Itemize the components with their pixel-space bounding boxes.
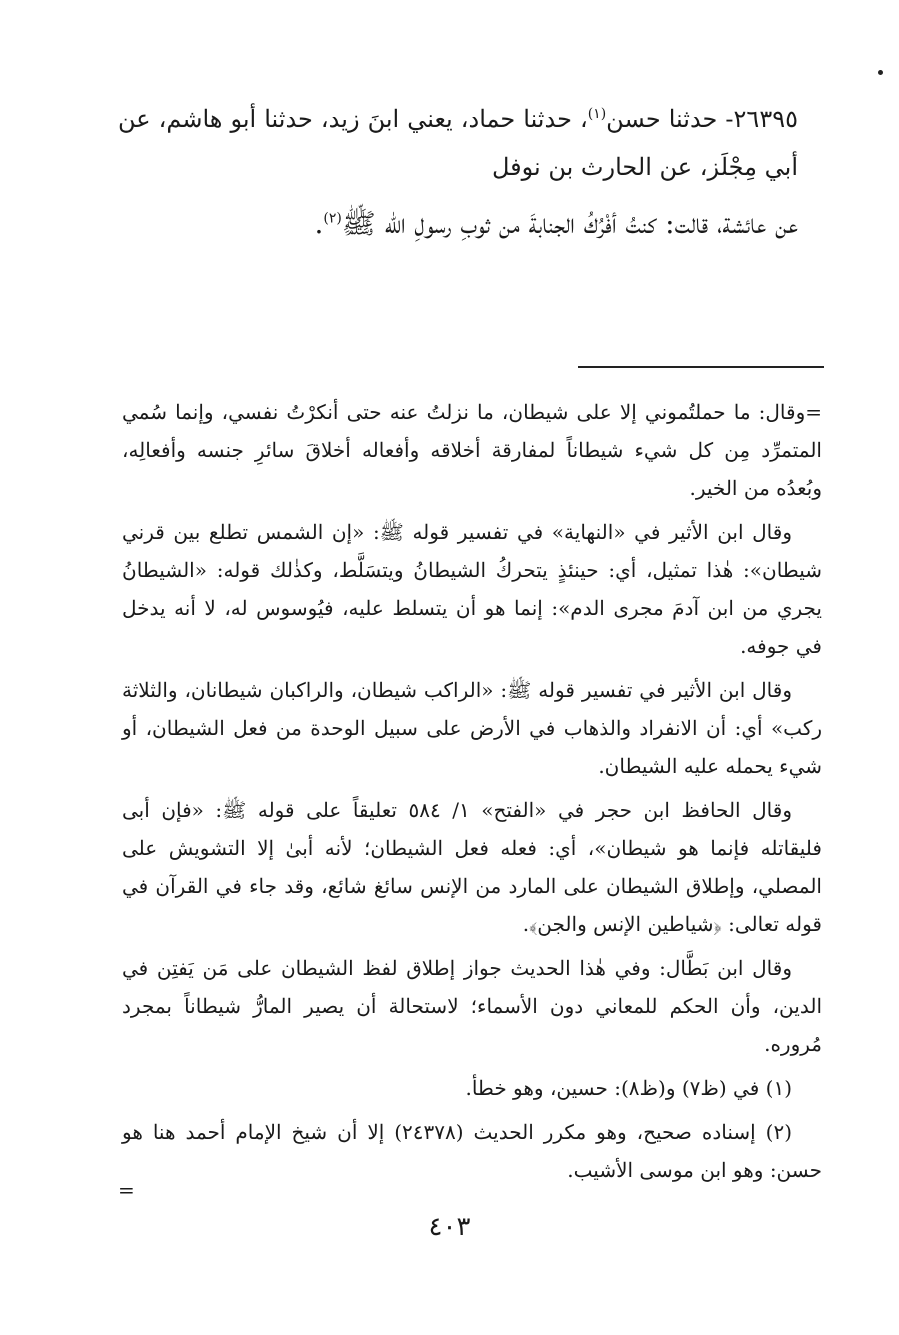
margin-dot xyxy=(878,70,883,75)
footnote-continuation-1: =وقال: ما حملتُموني إلا على شيطان، ما نزلتُ عنه حتى أنكرْتُ نفسي، وإنما سُمي المتمرِّد مِن كل شيء شيطاناً لمفارقة أخلاقه وأفعاله أخلاقَ سائرِ جنسه وأفعالِه، وبُعدُه من الخير. xyxy=(122,400,822,500)
isnad-rest: ، حدثنا حماد، يعني ابنَ زيد، حدثنا أبو هاشم، عن أبي مِجْلَز، عن الحارث بن نوفل xyxy=(118,105,798,181)
footnote-continuation-2: وقال ابن الأثير في «النهاية» في تفسير قوله ﷺ: «إن الشمس تطلع بين قرني شيطان»: هٰذا تمثيل، أي: حينئذٍ يتحركُ الشيطانُ ويتسَلَّط، وكذٰلك قوله: «الشيطانُ يجري من ابن آدمَ مجرى الدم»: إنما هو أن يتسلط عليه، فيُوسوس له، لا أنه يدخل في جوفه. xyxy=(122,520,822,658)
footnote-2: (٢) إسناده صحيح، وهو مكرر الحديث (٢٤٣٧٨) إلا أن شيخ الإمام أحمد هنا هو حسن: وهو ابن موسى الأشيب. xyxy=(122,1120,822,1182)
continuation-mark: = xyxy=(118,1178,135,1202)
matn-text: عن عائشة، قالت: كنتُ أفْرُكُ الجنابةَ من ثوبِ رسولِ الله ﷺ xyxy=(341,207,798,240)
footnote-continuation-4: وقال الحافظ ابن حجر في «الفتح» ١/ ٥٨٤ تعليقاً على قوله ﷺ: «فإن أبى فليقاتله فإنما هو شيطان»، أي: فعله فعل الشيطان؛ لأنه أبىٰ إلا التشويش على المصلي، وإطلاق الشيطان على المارد من الإنس سائغ شائع، وقد جاء في القرآن في قوله تعالى: ﴿شياطين الإنس والجن﴾. xyxy=(122,798,822,936)
hadith-body xyxy=(118,95,798,253)
hadith-matn xyxy=(118,195,798,253)
matn-end: . xyxy=(314,207,324,240)
footnote-continuation-5: وقال ابن بَطَّال: وفي هٰذا الحديث جواز إطلاق لفظ الشيطان على مَن يَفتِن في الدين، وأن الحكم للمعاني دون الأسماء؛ لاستحالة أن يصير المارُّ شيطاناً بمجرد مُروره. xyxy=(122,956,822,1056)
footnote-separator xyxy=(578,366,824,368)
isnad-start: ٢٦٣٩٥- حدثنا حسن xyxy=(606,105,798,133)
footnotes-section xyxy=(122,393,822,1195)
footnote-ref-2: (٢) xyxy=(323,210,342,227)
page-number: ٤٠٣ xyxy=(428,1212,471,1242)
footnote-continuation-3: وقال ابن الأثير في تفسير قوله ﷺ: «الراكب شيطان، والراكبان شيطانان، والثلاثة ركب» أي: أن الانفراد والذهاب في الأرض على سبيل الوحدة من فعل الشيطان، أو شيء يحمله عليه الشيطان. xyxy=(122,678,822,778)
hadith-isnad xyxy=(118,95,798,191)
footnote-ref-1: (١) xyxy=(587,106,607,122)
footnote-1: (١) في (ظ٧) و(ظ٨): حسين، وهو خطأ. xyxy=(465,1076,792,1100)
